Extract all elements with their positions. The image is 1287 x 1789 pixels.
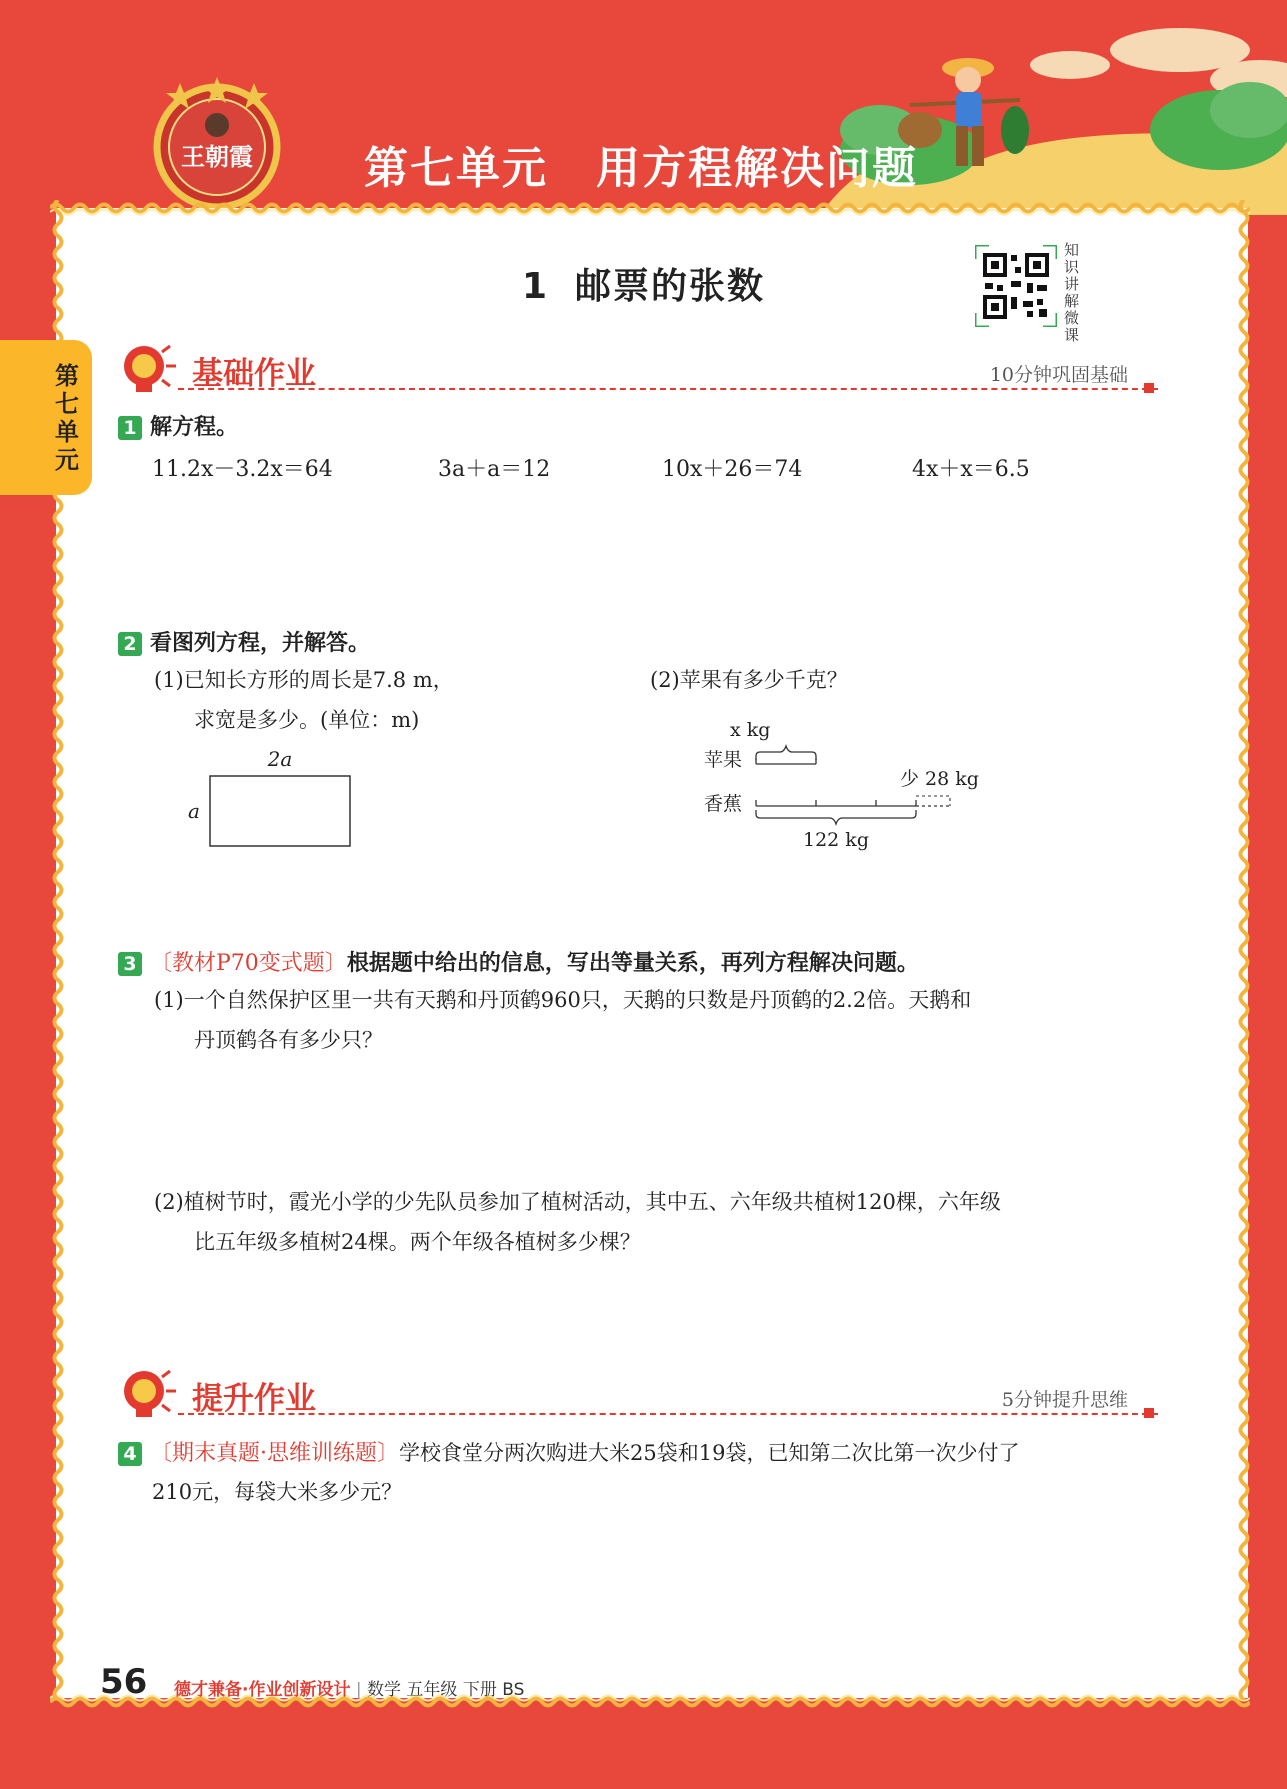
page-number: 56 [100, 1662, 148, 1702]
qr-code-icon[interactable] [975, 245, 1057, 327]
q3-tag: 〔教材P70变式题〕 [150, 951, 347, 976]
section-divider [178, 388, 1158, 390]
q4-line2: 210元，每袋大米多少元？ [152, 1480, 403, 1504]
rect-width-label: a [188, 799, 200, 823]
right-border-wave [1232, 200, 1256, 1700]
q2-prompt: 看图列方程，并解答。 [150, 631, 371, 656]
section-basic-label: 基础作业 [192, 356, 316, 392]
q3-part1-line1: (1)一个自然保护区里一共有天鹅和丹顶鹤960只，天鹅的只数是丹顶鹤的2.2倍。天鹅和 [154, 988, 972, 1012]
bar-model-diagram [700, 716, 990, 856]
section-advanced-label: 提升作业 [192, 1381, 316, 1417]
banana-total-label: 122 kg [803, 829, 869, 851]
q4-heading [118, 1436, 1019, 1467]
section-basic-header [118, 340, 1158, 400]
q1-equation-4: 4x＋x＝6.5 [912, 457, 1030, 482]
qr-label: 知识讲解微课 [1064, 241, 1080, 344]
q1-prompt: 解方程。 [150, 415, 239, 440]
lesson-number: 1 [521, 266, 550, 307]
unit-subtitle: 用方程解决问题 [596, 143, 918, 194]
q3-prompt: 根据题中给出的信息，写出等量关系，再列方程解决问题。 [346, 951, 919, 976]
lesson-name: 邮票的张数 [575, 266, 766, 307]
q4-number: 4 [118, 1442, 142, 1466]
top-border-wave [50, 196, 1250, 220]
q3-part1-line2: 丹顶鹤各有多少只？ [194, 1028, 383, 1052]
unit-name: 第七单元 [364, 143, 548, 194]
q3-part2-line1: (2)植树节时，霞光小学的少先队员参加了植树活动，其中五、六年级共植树120棵，六年级 [154, 1190, 1001, 1214]
banana-row-label: 香蕉 [704, 793, 743, 815]
rectangle-shape [210, 776, 350, 846]
section-divider [178, 1413, 1158, 1415]
q3-part2-line2: 比五年级多植树24棵。两个年级各植树多少棵？ [194, 1230, 641, 1254]
divider-endcap [1144, 1408, 1154, 1418]
side-tab-label: 第七单元 [55, 362, 79, 474]
q1-equation-2: 3a＋a＝12 [438, 457, 551, 482]
q2-part1-line2: 求宽是多少。(单位：m) [194, 708, 420, 732]
section-basic-hint: 10分钟巩固基础 [989, 364, 1128, 386]
brand-logo [150, 75, 285, 210]
bulb-icon [118, 340, 180, 396]
q3-number: 3 [118, 952, 142, 976]
footer-text: 德才兼备·作业创新设计 | 数学 五年级 下册 BS [174, 1680, 525, 1700]
q1-number: 1 [118, 416, 142, 440]
q2-part2: (2)苹果有多少千克？ [650, 668, 848, 692]
unit-title [364, 132, 918, 196]
q1-equation-1: 11.2x－3.2x＝64 [152, 457, 333, 482]
q2-number: 2 [118, 632, 142, 656]
q3-heading [118, 946, 919, 977]
q4-line1: 学校食堂分两次购进大米25袋和19袋，已知第二次比第一次少付了 [399, 1441, 1020, 1465]
divider-endcap [1144, 383, 1154, 393]
rectangle-diagram [186, 744, 366, 854]
q4-tag: 〔期末真题·思维训练题〕 [150, 1441, 399, 1466]
apple-qty-label: x kg [730, 719, 771, 741]
section-advanced-header [118, 1365, 1158, 1425]
lesson-title [0, 258, 1287, 309]
bulb-icon [118, 1365, 180, 1421]
rect-length-label: 2a [267, 747, 293, 771]
apple-brace [756, 746, 816, 760]
apple-row-label: 苹果 [704, 749, 743, 771]
banana-brace [756, 810, 916, 824]
footer-info: 数学 五年级 下册 BS [367, 1680, 525, 1700]
footer-brand: 德才兼备·作业创新设计 [174, 1680, 351, 1700]
section-advanced-hint: 5分钟提升思维 [1001, 1389, 1128, 1411]
q1-equation-3: 10x＋26＝74 [662, 457, 803, 482]
less-label: 少 28 kg [900, 768, 979, 790]
q2-part1-line1: (1)已知长方形的周长是7.8 m， [154, 668, 454, 692]
q2-heading [118, 626, 370, 657]
logo-text: 王朝霞 [181, 142, 253, 171]
page-header [0, 0, 1287, 215]
q1-heading [118, 410, 238, 441]
